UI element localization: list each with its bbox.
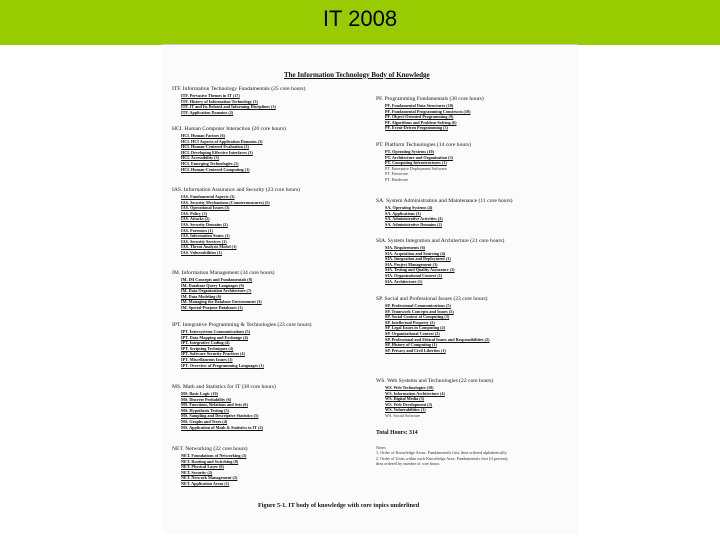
knowledge-unit: WS. Web Development (3) [385,401,433,407]
section-heading: NET. Networking (22 core hours) [172,446,248,452]
knowledge-unit: IM. Special-Purpose Databases (1) [181,304,243,310]
section-item-list [376,149,471,183]
knowledge-unit: IPT. Integrative Coding (4) [181,340,230,346]
knowledge-unit: IM. Data Modeling (6) [181,293,222,299]
section-item-list [172,133,286,172]
knowledge-unit: IAS. Threat Analysis Model (1) [181,244,237,250]
knowledge-unit: IPT. Scripting Techniques (4) [181,345,234,351]
knowledge-unit: SA. Administrative Activities (2) [385,216,443,222]
knowledge-unit: NET. Foundations of Networking (3) [181,453,247,458]
knowledge-unit: MS. Application of Math & Statistics to IT (2) [181,424,263,430]
knowledge-unit: HCI. Accessibility (3) [181,155,220,161]
knowledge-unit: PT. Enterprise Deployment Software [385,165,447,171]
section-sia [376,238,504,284]
section-item-list [376,103,484,131]
section-item-list [172,194,300,256]
notes-block [376,445,508,467]
section-net [172,446,248,487]
knowledge-unit: SP. Professional Communications (5) [385,303,451,308]
knowledge-unit: NET. Physical Layer (6) [181,464,224,470]
section-sp [376,296,489,353]
knowledge-unit: IPT. Miscellaneous Issues (1) [181,356,233,362]
knowledge-unit: MS. Hypothesis Testing (5) [181,407,229,413]
knowledge-unit: PF. Algorithms and Problem-Solving (6) [385,119,457,125]
knowledge-unit: SIA. Acquisition and Sourcing (4) [385,250,446,256]
knowledge-unit: HCI. Human-Centered Evaluation (3) [181,144,249,150]
knowledge-unit: SP. Professional and Ethical Issues and Responsibilities (2) [385,336,490,342]
total-hours: Total Hours: 314 [376,430,418,436]
knowledge-unit: SIA. Architecture (1) [385,278,423,284]
knowledge-unit: SIA. Integration and Deployment (3) [385,256,451,262]
knowledge-unit: HCI. Developing Effective Interfaces (3) [181,149,253,155]
knowledge-unit: SA. Operating Systems (4) [385,205,433,210]
knowledge-unit: SA. Applications (3) [385,210,421,216]
section-item-list [172,329,312,368]
section-im [172,270,275,311]
document-title: The Information Technology Body of Knowledge [284,71,430,79]
section-item-list [376,385,493,419]
knowledge-unit: PF. Fundamental Programming Constructs (10) [385,108,471,114]
knowledge-unit: MS. Sampling and Descriptive Statistics (5) [181,413,259,419]
section-heading: HCI. Human Computer Interaction (20 core hours) [172,126,286,132]
section-item-list [376,205,513,227]
knowledge-unit: SIA. Organizational Context (1) [385,272,443,278]
knowledge-unit: SP. Social Context of Computing (3) [385,314,450,320]
knowledge-unit: SA. Administrative Domains (2) [385,221,442,227]
slide-header [0,0,720,45]
knowledge-unit: IAS. Vulnerabilities (1) [181,249,223,255]
section-heading: SIA. System Integration and Architecture (21 core hours) [376,238,505,244]
section-item-list [172,277,275,311]
knowledge-unit: PT. Hardware [385,176,409,182]
knowledge-unit: MS. Graphs and Trees (4) [181,418,228,424]
section-heading: PT. Platform Technologies (14 core hours) [376,142,472,148]
section-heading: IM. Information Management (34 core hours) [172,270,275,276]
section-heading: SA. System Administration and Maintenance (11 core hours) [376,198,513,204]
knowledge-unit: IAS. Security Services (1) [181,238,227,244]
section-heading: PF. Programming Fundamentals (38 core hours) [376,96,484,102]
section-ms [172,384,276,430]
section-heading: SP. Social and Professional Issues (23 core hours) [376,296,488,302]
knowledge-unit: SP. Privacy and Civil Liberties (1) [385,347,446,353]
knowledge-unit: HCI. Human-Centered Computing (1) [181,166,250,172]
knowledge-unit: IAS. Security Mechanisms (Countermeasures) (5) [181,199,270,205]
knowledge-unit: IM. Managing the Database Environment (3) [181,299,262,305]
knowledge-unit: IM. Data Organization Architecture (7) [181,288,252,294]
knowledge-unit: IAS. Fundamental Aspects (3) [181,194,235,199]
knowledge-unit: ITF. Application Domains (2) [181,109,234,115]
knowledge-unit: NET. Application Areas (1) [181,480,230,486]
knowledge-unit: SIA. Requirements (6) [385,245,426,250]
knowledge-unit: IAS. Information States (1) [181,233,230,239]
knowledge-unit: PT. Firmware [385,171,408,177]
knowledge-unit: IAS. Security Domains (2) [181,221,228,227]
knowledge-unit: SP. Teamwork Concepts and Issues (5) [385,308,454,314]
knowledge-unit: SP. Intellectual Property (2) [385,319,435,325]
section-heading: IAS. Information Assurance and Security (23 core hours) [172,187,301,193]
section-ipt [172,322,312,368]
knowledge-unit: PF. Object-Oriented Programming (9) [385,114,454,120]
knowledge-unit: MS. Functions, Relations and Sets (6) [181,402,248,408]
knowledge-unit: WS. Digital Media (3) [385,396,425,402]
section-ias [172,187,300,256]
section-pt [376,142,471,183]
notes-line: 1. Order of Knowledge Areas: Fundamentals first, then ordered alphabetically. [376,450,508,456]
knowledge-unit: SP. History of Computing (1) [385,342,437,348]
section-pf [376,96,484,131]
section-item-list [376,245,504,284]
section-heading: MS. Math and Statistics for IT (38 core hours) [172,384,276,390]
notes-line: Notes [376,445,386,450]
knowledge-unit: IM. IM Concepts and Fundamentals (8) [181,277,253,282]
knowledge-unit: HCI. Emerging Technologies (1) [181,160,239,166]
knowledge-unit: ITF. History of Information Technology (3) [181,98,258,104]
knowledge-unit: WS. Web Technologies (10) [385,385,434,390]
section-heading: ITF. Information Technology Fundamentals (25 core hours) [172,86,306,92]
knowledge-unit: IPT. Overview of Programming Languages (1) [181,362,264,368]
knowledge-unit: MS. Basic Logic (10) [181,391,218,396]
knowledge-unit: IAS. Attacks (2) [181,216,210,222]
knowledge-unit: HCI. Human Factors (6) [181,133,225,138]
knowledge-unit: WS. Information Architecture (4) [385,390,445,396]
knowledge-unit: NET. Network Management (2) [181,475,238,481]
section-heading: IPT. Integrative Programming & Technologies (23 core hours) [172,322,312,328]
section-itf [172,86,305,115]
slide-title: IT 2008 [322,6,398,31]
section-hci [172,126,286,172]
knowledge-unit: PT. Architecture and Organization (3) [385,154,454,160]
knowledge-unit: PF. Fundamental Data Structures (10) [385,103,454,108]
section-item-list [172,391,276,430]
knowledge-unit: NET. Routing and Switching (8) [181,458,239,464]
knowledge-unit: SIA. Project Management (3) [385,261,438,267]
knowledge-unit: IAS. Forensics (1) [181,227,213,233]
knowledge-unit: WS. Social Software [385,412,421,418]
notes-line: then ordered by number of core hours. [376,461,441,467]
knowledge-unit: MS. Discrete Probability (6) [181,396,232,402]
figure-caption: Figure 5-1. IT body of knowledge with core topics underlined [258,502,420,509]
knowledge-unit: NET. Security (2) [181,469,213,475]
section-item-list [172,453,248,487]
knowledge-unit: IPT. Intersystems Communications (5) [181,329,251,334]
knowledge-unit: ITF. IT and Its Related and Informing Disciplines (3) [181,104,276,110]
knowledge-unit: IPT. Data Mapping and Exchange (4) [181,334,248,340]
section-item-list [376,303,489,353]
notes-line: 2. Order of Units within each Knowledge Area: Fundamentals first (if present), [376,455,509,461]
knowledge-unit: SIA. Testing and Quality Assurance (3) [385,267,455,273]
knowledge-unit: IM. Database Query Languages (9) [181,282,244,288]
document-top-edge [162,44,578,45]
knowledge-unit: WS. Vulnerabilities (1) [385,407,426,413]
section-item-list [172,93,305,115]
knowledge-unit: SP. Legal Issues in Computing (2) [385,325,446,331]
knowledge-unit: PT. Computing Infrastructures (1) [385,160,447,166]
section-ws [376,378,493,419]
scanned-document [162,44,578,534]
section-heading: WS. Web Systems and Technologies (22 core hours) [376,378,494,384]
knowledge-unit: PT. Operating Systems (10) [385,149,435,154]
knowledge-unit: PF. Event-Driven Programming (3) [385,125,449,131]
knowledge-unit: HCI. HCI Aspects of Application Domains (3) [181,138,263,144]
knowledge-unit: SP. Organizational Context (2) [385,330,440,336]
knowledge-unit: IPT. Software Security Practices (4) [181,351,245,357]
section-sa [376,198,513,227]
knowledge-unit: IAS. Operational Issues (3) [181,205,230,211]
knowledge-unit: IAS. Policy (3) [181,210,207,216]
knowledge-unit: ITF. Pervasive Themes in IT (17) [181,93,240,98]
